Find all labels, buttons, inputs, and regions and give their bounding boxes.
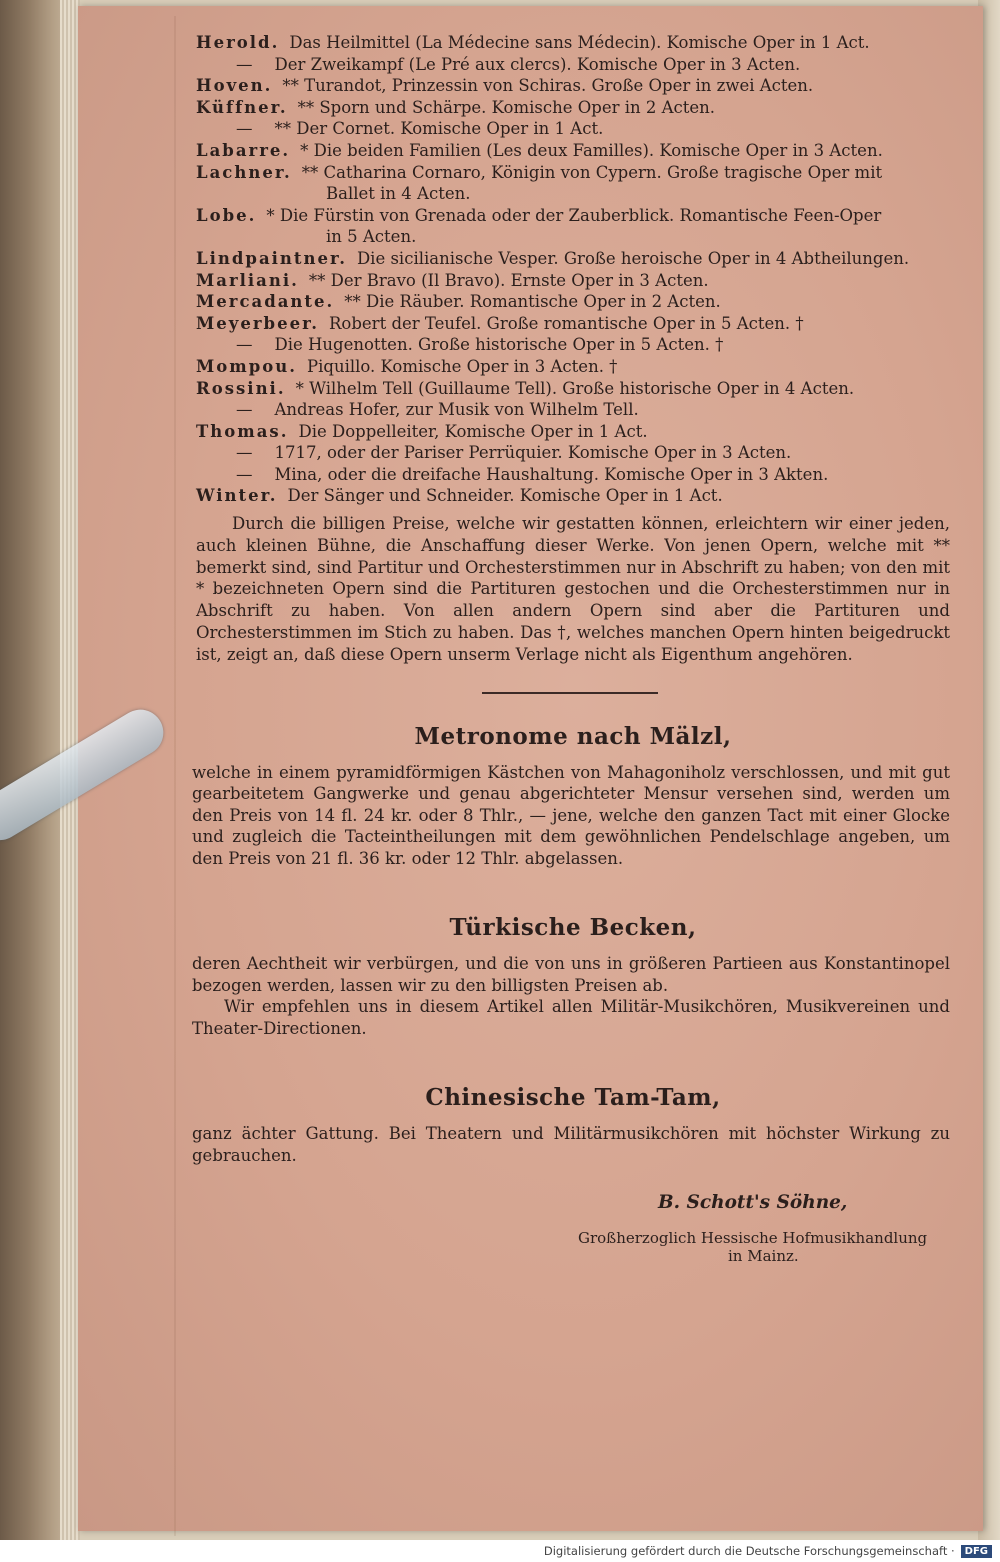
opera-entry [196,54,950,76]
opera-title: ** Catharina Cornaro, Königin von Cypern. Große tragische Oper mit [301,162,883,182]
opera-title: ** Sporn und Schärpe. Komische Oper in 2 Acten. [297,97,716,117]
opera-title: Die Doppelleiter, Komische Oper in 1 Act. [298,421,648,441]
opera-entry [196,32,950,54]
composer-name: — [236,400,253,420]
composer-name: Herold. [196,33,280,52]
opera-title: Der Zweikampf (Le Pré aux clercs). Komische Oper in 3 Acten. [274,54,801,74]
composer-name: Küffner. [196,97,288,117]
opera-entry [196,334,950,356]
opera-entry [196,356,950,378]
opera-entry [196,421,950,443]
publisher-signature: B. Schott's Söhne, [658,1192,848,1214]
metronome-text: welche in einem pyramidförmigen Kästchen von Mahagoniholz verschlossen, und mit gut gearbeitetem Gangwerke und genau abgerichteter Mensur versehen sind, werden um den Preis von 14 fl. 24 kr. oder 8 Thlr., — jene, welche den ganzen Tact mit einer Glocke und zugleich die Tacteintheilungen mit dem gewöhnlichen Pendelschlage angeben, um den Preis von 21 fl. 36 kr. oder 12 Thlr. abgelassen. [192,762,950,868]
composer-name: — [236,119,253,139]
composer-name: Mompou. [196,356,298,376]
binding-shadow [174,16,176,1536]
opera-title: * Wilhelm Tell (Guillaume Tell). Große historische Oper in 4 Acten. [295,378,855,398]
composer-name: Marliani. [196,270,299,290]
opera-title: Andreas Hofer, zur Musik von Wilhelm Tell. [274,400,639,420]
composer-name: Winter. [196,486,278,506]
opera-title: Das Heilmittel (La Médecine sans Médecin). Komische Oper in 1 Act. [289,33,870,52]
opera-title: Die Hugenotten. Große historische Oper in 5 Acten. † [274,335,724,355]
opera-entry [196,248,950,270]
opera-title: * Die beiden Familien (Les deux Familles). Komische Oper in 3 Acten. [300,140,883,160]
composer-name: Lobe. [196,205,257,225]
opera-title: ** Die Räuber. Romantische Oper in 2 Acten. [344,292,721,312]
opera-entry [196,291,950,313]
composer-name: Hoven. [196,76,273,96]
footer-credit: Digitalisierung gefördert durch die Deutsche Forschungsgemeinschaft · [543,1544,955,1558]
composer-name: — [236,54,253,74]
opera-entry [196,378,950,400]
composer-name: — [236,335,253,355]
composer-name: Rossini. [196,378,286,398]
digitization-footer [0,1540,1000,1562]
composer-name: Labarre. [196,140,291,160]
opera-entry [196,313,950,335]
opera-title: ** Turandot, Prinzessin von Schiras. Große Oper in zwei Acten. [282,76,814,96]
opera-entry [196,118,950,140]
opera-entry [196,442,950,464]
opera-entry [196,140,950,162]
cymbals-text-1: deren Aechtheit wir verbürgen, und die von uns in größeren Partieen aus Konstantinopel bezogen werden, lassen wir zu den billigsten Preisen ab. [192,954,950,995]
composer-name: — [236,443,253,463]
dfg-logo-icon: DFG [961,1545,992,1558]
firm-line-2: in Mainz. [728,1247,799,1266]
tamtam-text: ganz ächter Gattung. Bei Theatern und Militärmusikchören mit höchster Wirkung zu gebrauchen. [192,1124,950,1165]
metronome-heading: Metronome nach Mälzl, [414,722,732,750]
opera-entry [196,205,950,248]
opera-title: Robert der Teufel. Große romantische Oper in 5 Acten. † [329,313,804,333]
opera-entry [196,97,950,119]
opera-title: Mina, oder die dreifache Haushaltung. Komische Oper in 3 Akten. [274,464,829,484]
composer-name: Lindpaintner. [196,248,347,268]
cymbals-heading: Türkische Becken, [449,914,697,942]
opera-entry [196,75,950,97]
opera-title: 1717, oder der Pariser Perrüquier. Komische Oper in 3 Acten. [274,443,792,463]
page-content [192,32,950,1266]
firm-line-1: Großherzoglich Hessische Hofmusikhandlung [578,1229,928,1248]
opera-title: Der Sänger und Schneider. Komische Oper in 1 Act. [287,486,723,506]
opera-title-continuation: Ballet in 4 Acten. [326,184,471,204]
composer-name: Lachner. [196,162,292,182]
opera-title-continuation: in 5 Acten. [326,227,417,247]
opera-entry [196,399,950,421]
composer-name: Thomas. [196,421,289,441]
opera-entry [196,270,950,292]
opera-title: Piquillo. Komische Oper in 3 Acten. † [307,356,618,376]
tamtam-heading: Chinesische Tam-Tam, [425,1084,721,1112]
publisher-firm [578,1229,950,1265]
divider-rule [482,692,658,694]
cymbals-text [192,953,950,1039]
intro-paragraph: Durch die billigen Preise, welche wir gestatten können, erleichtern wir einer jeden, auch kleinen Bühne, die Anschaffung dieser Werke. Von jenen Opern, welche mit ** bemerkt sind, sind Partitur und Orchesterstimmen nur in Abschrift zu haben; von den mit * bezeichneten Opern sind die Partituren gestochen und die Orchesterstimmen nur in Abschrift zu haben. Von allen andern Opern sind aber die Partituren und Orchesterstimmen im Stich zu haben. Das †, welches manchen Opern hinten beigedruckt ist, zeigt an, daß diese Opern unserm Verlage nicht als Eigenthum angehören. [196,514,950,664]
composer-name: — [236,464,253,484]
opera-title: Die sicilianische Vesper. Große heroische Oper in 4 Abtheilungen. [356,248,910,268]
opera-title: * Die Fürstin von Grenada oder der Zauberblick. Romantische Feen-Oper [266,205,882,225]
composer-name: Mercadante. [196,292,335,312]
opera-entry [196,464,950,486]
opera-entry [196,485,950,507]
opera-entry [196,162,950,205]
opera-list [196,32,950,507]
cymbals-text-2: Wir empfehlen uns in diesem Artikel allen Militär-Musikchören, Musikvereinen und Theater-Directionen. [192,997,950,1038]
composer-name: Meyerbeer. [196,313,319,333]
opera-title: ** Der Cornet. Komische Oper in 1 Act. [274,119,604,139]
opera-title: ** Der Bravo (Il Bravo). Ernste Oper in 3 Acten. [308,270,709,290]
